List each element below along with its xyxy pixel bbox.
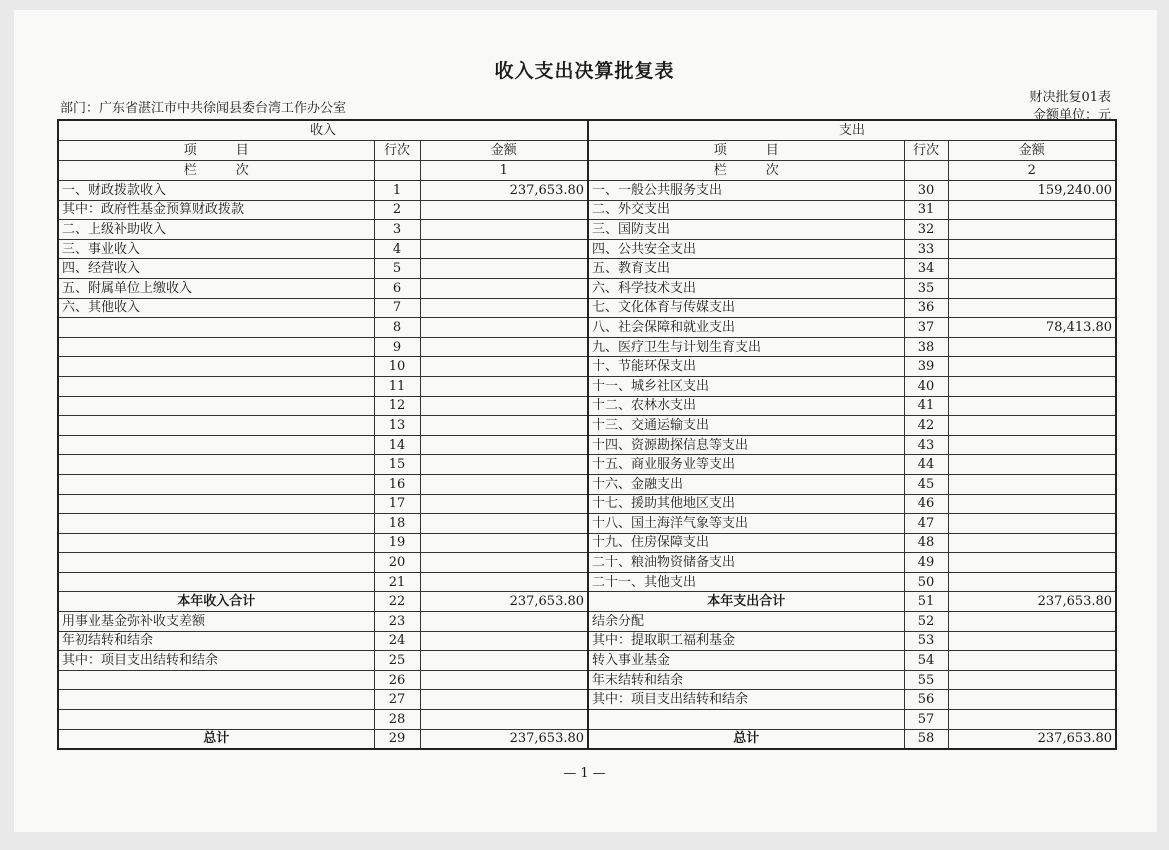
income-line-cell: 11 xyxy=(374,376,420,396)
income-item-cell xyxy=(58,572,374,592)
income-amount-cell xyxy=(420,612,588,632)
income-column-label: 栏 次 xyxy=(58,161,374,181)
income-amount-cell xyxy=(420,651,588,671)
expense-line-cell: 32 xyxy=(904,220,948,240)
income-line-cell: 6 xyxy=(374,278,420,298)
income-line-cell: 23 xyxy=(374,612,420,632)
expense-line-header: 行次 xyxy=(904,141,948,161)
income-item-cell: 一、财政拨款收入 xyxy=(58,181,374,201)
form-number: 财决批复01表 xyxy=(1029,90,1111,105)
income-amount-cell xyxy=(420,572,588,592)
table-row xyxy=(58,690,1116,710)
expense-column-blank xyxy=(904,161,948,181)
table-row xyxy=(58,298,1116,318)
expense-line-cell: 50 xyxy=(904,572,948,592)
income-amount-header: 金额 xyxy=(420,141,588,161)
expense-amount-cell xyxy=(948,572,1116,592)
income-line-cell: 1 xyxy=(374,181,420,201)
table-row xyxy=(58,220,1116,240)
expense-amount-cell xyxy=(948,357,1116,377)
table-row xyxy=(58,670,1116,690)
income-amount-cell xyxy=(420,416,588,436)
income-line-cell: 20 xyxy=(374,553,420,573)
income-amount-cell xyxy=(420,337,588,357)
table-row xyxy=(58,200,1116,220)
expense-amount-cell xyxy=(948,298,1116,318)
income-amount-cell xyxy=(420,259,588,279)
table-row xyxy=(58,514,1116,534)
income-line-cell: 14 xyxy=(374,435,420,455)
table-row xyxy=(58,710,1116,730)
expense-item-cell: 总计 xyxy=(588,729,904,749)
expense-line-cell: 57 xyxy=(904,710,948,730)
table-row xyxy=(58,474,1116,494)
expense-item-cell: 十、节能环保支出 xyxy=(588,357,904,377)
income-line-cell: 28 xyxy=(374,710,420,730)
income-item-cell: 其中：政府性基金预算财政拨款 xyxy=(58,200,374,220)
income-line-cell: 15 xyxy=(374,455,420,475)
expense-line-cell: 31 xyxy=(904,200,948,220)
income-item-cell xyxy=(58,514,374,534)
income-amount-cell xyxy=(420,474,588,494)
income-item-cell xyxy=(58,670,374,690)
table-row xyxy=(58,416,1116,436)
expense-line-cell: 47 xyxy=(904,514,948,534)
expense-amount-cell xyxy=(948,239,1116,259)
income-expense-table xyxy=(57,119,1117,750)
income-amount-cell: 237,653.80 xyxy=(420,181,588,201)
expense-amount-cell xyxy=(948,710,1116,730)
expense-line-cell: 52 xyxy=(904,612,948,632)
table-row xyxy=(58,278,1116,298)
expense-line-cell: 44 xyxy=(904,455,948,475)
expense-line-cell: 40 xyxy=(904,376,948,396)
income-item-header: 项 目 xyxy=(58,141,374,161)
income-item-cell: 年初结转和结余 xyxy=(58,631,374,651)
income-item-cell xyxy=(58,455,374,475)
income-item-cell xyxy=(58,435,374,455)
income-line-cell: 2 xyxy=(374,200,420,220)
expense-amount-cell xyxy=(948,474,1116,494)
expense-item-cell: 五、教育支出 xyxy=(588,259,904,279)
expense-amount-cell xyxy=(948,612,1116,632)
income-item-cell xyxy=(58,494,374,514)
expense-line-cell: 36 xyxy=(904,298,948,318)
income-item-cell xyxy=(58,416,374,436)
income-line-cell: 10 xyxy=(374,357,420,377)
expense-amount-cell xyxy=(948,631,1116,651)
income-item-cell xyxy=(58,474,374,494)
expense-amount-cell xyxy=(948,553,1116,573)
expense-amount-cell xyxy=(948,200,1116,220)
expense-item-cell: 结余分配 xyxy=(588,612,904,632)
income-section-header: 收入 xyxy=(58,120,588,141)
table-row xyxy=(58,494,1116,514)
income-item-cell: 本年收入合计 xyxy=(58,592,374,612)
income-amount-cell xyxy=(420,278,588,298)
table-row xyxy=(58,337,1116,357)
expense-line-cell: 35 xyxy=(904,278,948,298)
income-item-cell: 五、附属单位上缴收入 xyxy=(58,278,374,298)
income-amount-cell xyxy=(420,298,588,318)
expense-amount-cell xyxy=(948,435,1116,455)
expense-line-cell: 41 xyxy=(904,396,948,416)
income-amount-cell xyxy=(420,631,588,651)
income-item-cell: 二、上级补助收入 xyxy=(58,220,374,240)
income-item-cell xyxy=(58,357,374,377)
expense-item-header: 项 目 xyxy=(588,141,904,161)
expense-line-cell: 51 xyxy=(904,592,948,612)
table-row xyxy=(58,396,1116,416)
income-amount-cell xyxy=(420,494,588,514)
income-line-cell: 29 xyxy=(374,729,420,749)
income-line-cell: 24 xyxy=(374,631,420,651)
page-number: — 1 — xyxy=(563,766,606,781)
income-amount-cell xyxy=(420,396,588,416)
income-item-cell xyxy=(58,533,374,553)
expense-line-cell: 56 xyxy=(904,690,948,710)
expense-line-cell: 39 xyxy=(904,357,948,377)
expense-line-cell: 43 xyxy=(904,435,948,455)
expense-item-cell: 十四、资源勘探信息等支出 xyxy=(588,435,904,455)
expense-amount-cell xyxy=(948,514,1116,534)
income-amount-cell xyxy=(420,200,588,220)
expense-item-cell: 一、一般公共服务支出 xyxy=(588,181,904,201)
income-amount-cell: 237,653.80 xyxy=(420,592,588,612)
expense-amount-cell xyxy=(948,690,1116,710)
expense-line-cell: 34 xyxy=(904,259,948,279)
income-line-cell: 3 xyxy=(374,220,420,240)
expense-item-cell: 二十一、其他支出 xyxy=(588,572,904,592)
expense-line-cell: 37 xyxy=(904,318,948,338)
income-item-cell xyxy=(58,396,374,416)
expense-amount-cell xyxy=(948,533,1116,553)
expense-amount-cell xyxy=(948,416,1116,436)
table-row xyxy=(58,259,1116,279)
expense-amount-cell xyxy=(948,455,1116,475)
income-item-cell xyxy=(58,690,374,710)
amount-unit: 金额单位：元 xyxy=(1032,108,1111,123)
expense-item-cell: 二十、粮油物资储备支出 xyxy=(588,553,904,573)
income-item-cell: 用事业基金弥补收支差额 xyxy=(58,612,374,632)
expense-line-cell: 45 xyxy=(904,474,948,494)
table-row xyxy=(58,318,1116,338)
income-item-cell xyxy=(58,553,374,573)
income-amount-cell xyxy=(420,357,588,377)
expense-amount-header: 金额 xyxy=(948,141,1116,161)
expense-item-cell: 十二、农林水支出 xyxy=(588,396,904,416)
table-row xyxy=(58,239,1116,259)
income-line-cell: 18 xyxy=(374,514,420,534)
expense-amount-cell: 78,413.80 xyxy=(948,318,1116,338)
expense-column-label: 栏 次 xyxy=(588,161,904,181)
expense-amount-cell xyxy=(948,337,1116,357)
income-item-cell xyxy=(58,318,374,338)
table-row xyxy=(58,435,1116,455)
income-amount-cell xyxy=(420,318,588,338)
table-row xyxy=(58,553,1116,573)
expense-column-number: 2 xyxy=(948,161,1116,181)
income-line-cell: 21 xyxy=(374,572,420,592)
expense-amount-cell xyxy=(948,220,1116,240)
table-row xyxy=(58,572,1116,592)
expense-amount-cell xyxy=(948,670,1116,690)
expense-item-cell: 其中：提取职工福利基金 xyxy=(588,631,904,651)
income-line-cell: 4 xyxy=(374,239,420,259)
expense-line-cell: 33 xyxy=(904,239,948,259)
expense-item-cell: 二、外交支出 xyxy=(588,200,904,220)
income-item-cell: 四、经营收入 xyxy=(58,259,374,279)
income-item-cell: 总计 xyxy=(58,729,374,749)
income-item-cell xyxy=(58,337,374,357)
expense-line-cell: 38 xyxy=(904,337,948,357)
expense-item-cell: 八、社会保障和就业支出 xyxy=(588,318,904,338)
income-item-cell: 其中：项目支出结转和结余 xyxy=(58,651,374,671)
table-row xyxy=(58,651,1116,671)
income-line-header: 行次 xyxy=(374,141,420,161)
income-amount-cell xyxy=(420,376,588,396)
expense-line-cell: 53 xyxy=(904,631,948,651)
income-amount-cell xyxy=(420,710,588,730)
table-row xyxy=(58,357,1116,377)
income-amount-cell xyxy=(420,435,588,455)
expense-amount-cell xyxy=(948,278,1116,298)
income-line-cell: 19 xyxy=(374,533,420,553)
income-column-blank xyxy=(374,161,420,181)
expense-item-cell: 年末结转和结余 xyxy=(588,670,904,690)
table-row xyxy=(58,612,1116,632)
expense-item-cell: 十九、住房保障支出 xyxy=(588,533,904,553)
income-item-cell: 三、事业收入 xyxy=(58,239,374,259)
income-column-number: 1 xyxy=(420,161,588,181)
expense-line-cell: 58 xyxy=(904,729,948,749)
income-item-cell: 六、其他收入 xyxy=(58,298,374,318)
income-line-cell: 26 xyxy=(374,670,420,690)
income-amount-cell xyxy=(420,239,588,259)
table-row xyxy=(58,376,1116,396)
expense-item-cell: 四、公共安全支出 xyxy=(588,239,904,259)
income-line-cell: 25 xyxy=(374,651,420,671)
expense-amount-cell xyxy=(948,651,1116,671)
expense-item-cell: 七、文化体育与传媒支出 xyxy=(588,298,904,318)
income-amount-cell xyxy=(420,514,588,534)
page-title: 收入支出决算批复表 xyxy=(494,60,675,82)
income-amount-cell xyxy=(420,455,588,475)
expense-item-cell: 十一、城乡社区支出 xyxy=(588,376,904,396)
income-line-cell: 17 xyxy=(374,494,420,514)
expense-item-cell: 十三、交通运输支出 xyxy=(588,416,904,436)
income-line-cell: 16 xyxy=(374,474,420,494)
expense-item-cell: 十八、国土海洋气象等支出 xyxy=(588,514,904,534)
table-row xyxy=(58,181,1116,201)
table-row xyxy=(58,592,1116,612)
income-line-cell: 9 xyxy=(374,337,420,357)
expense-item-cell: 十六、金融支出 xyxy=(588,474,904,494)
expense-item-cell: 十五、商业服务业等支出 xyxy=(588,455,904,475)
income-item-cell xyxy=(58,710,374,730)
income-line-cell: 8 xyxy=(374,318,420,338)
income-amount-cell xyxy=(420,690,588,710)
expense-amount-cell xyxy=(948,396,1116,416)
expense-line-cell: 49 xyxy=(904,553,948,573)
expense-line-cell: 46 xyxy=(904,494,948,514)
table-row xyxy=(58,631,1116,651)
expense-line-cell: 42 xyxy=(904,416,948,436)
expense-item-cell: 九、医疗卫生与计划生育支出 xyxy=(588,337,904,357)
income-item-cell xyxy=(58,376,374,396)
expense-amount-cell: 237,653.80 xyxy=(948,592,1116,612)
expense-line-cell: 54 xyxy=(904,651,948,671)
expense-amount-cell: 159,240.00 xyxy=(948,181,1116,201)
income-line-cell: 13 xyxy=(374,416,420,436)
expense-item-cell: 三、国防支出 xyxy=(588,220,904,240)
income-line-cell: 12 xyxy=(374,396,420,416)
department-label: 部门：广东省湛江市中共徐闻县委台湾工作办公室 xyxy=(60,101,347,116)
expense-section-header: 支出 xyxy=(588,120,1116,141)
expense-item-cell: 六、科学技术支出 xyxy=(588,278,904,298)
expense-line-cell: 48 xyxy=(904,533,948,553)
expense-amount-cell xyxy=(948,376,1116,396)
income-amount-cell: 237,653.80 xyxy=(420,729,588,749)
expense-amount-cell xyxy=(948,494,1116,514)
income-amount-cell xyxy=(420,220,588,240)
expense-item-cell: 其中：项目支出结转和结余 xyxy=(588,690,904,710)
expense-amount-cell xyxy=(948,259,1116,279)
expense-item-cell: 转入事业基金 xyxy=(588,651,904,671)
income-line-cell: 7 xyxy=(374,298,420,318)
income-line-cell: 27 xyxy=(374,690,420,710)
expense-item-cell: 本年支出合计 xyxy=(588,592,904,612)
expense-item-cell xyxy=(588,710,904,730)
table-row xyxy=(58,729,1116,749)
table-row xyxy=(58,533,1116,553)
income-amount-cell xyxy=(420,553,588,573)
income-amount-cell xyxy=(420,670,588,690)
table-row xyxy=(58,455,1116,475)
expense-line-cell: 30 xyxy=(904,181,948,201)
income-line-cell: 22 xyxy=(374,592,420,612)
expense-amount-cell: 237,653.80 xyxy=(948,729,1116,749)
income-amount-cell xyxy=(420,533,588,553)
expense-line-cell: 55 xyxy=(904,670,948,690)
income-line-cell: 5 xyxy=(374,259,420,279)
expense-item-cell: 十七、援助其他地区支出 xyxy=(588,494,904,514)
